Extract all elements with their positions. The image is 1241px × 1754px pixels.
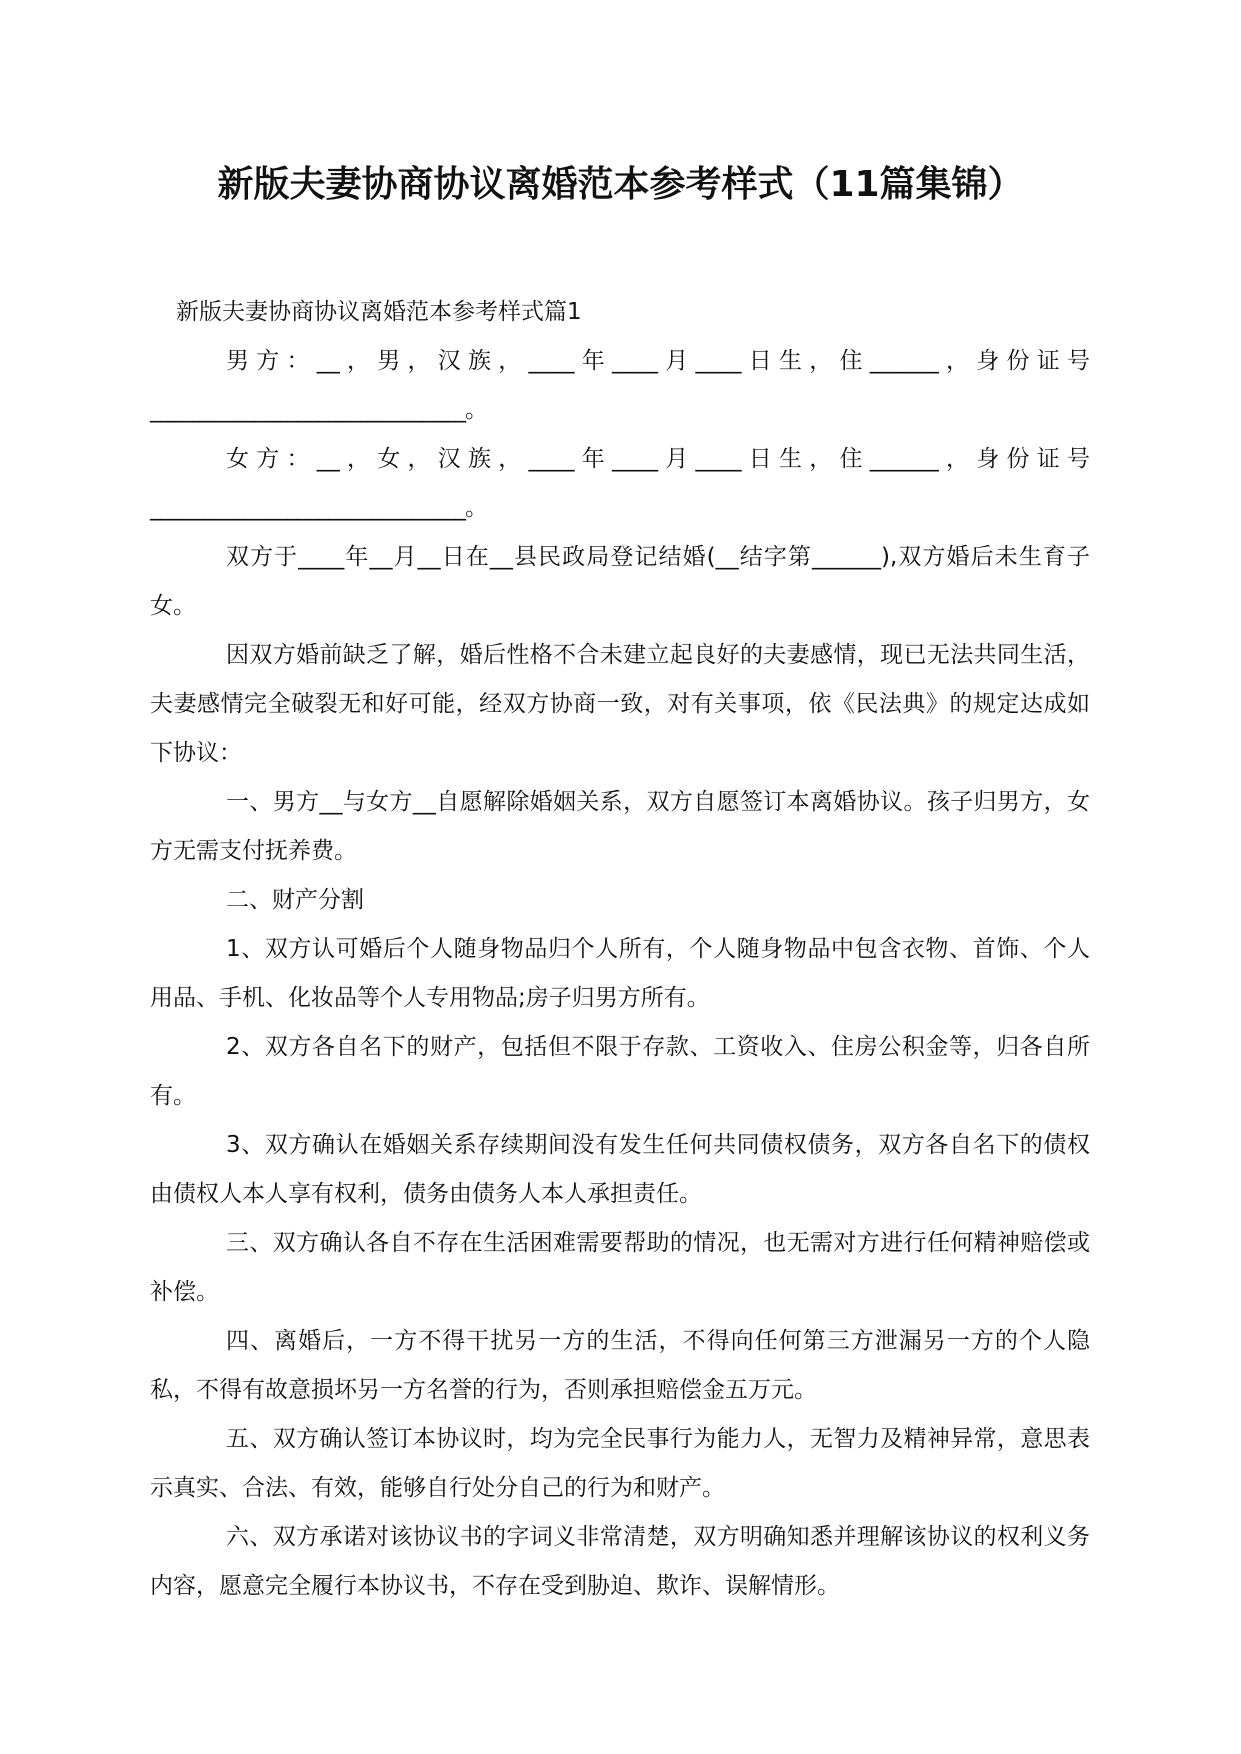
document-title: 新版夫妻协商协议离婚范本参考样式（11篇集锦） [217, 164, 1024, 205]
party-female-line: 女方：__，女，汉族，____年____月____日生，住______，身份证号 [226, 446, 1090, 472]
party-male-line: 男方：__，男，汉族，____年____月____日生，住______，身份证号 [226, 348, 1090, 374]
paragraph-marriage-registration: 双方于____年__月__日在__县民政局登记结婚(__结字第______),双方婚后未生育子女。 [150, 544, 1090, 619]
paragraph-reason: 因双方婚前缺乏了解，婚后性格不合未建立起良好的夫妻感情，现已无法共同生活，夫妻感情完全破裂无和好可能，经双方协商一致，对有关事项，依《民法典》的规定达成如下协议： [150, 642, 1090, 766]
party-male-id-blank: ______________________________。 [150, 397, 487, 423]
paragraph-clause-2-heading: 二、财产分割 [226, 887, 364, 913]
party-female-id-blank: ______________________________。 [150, 495, 487, 521]
paragraph-clause-5: 五、双方确认签订本协议时，均为完全民事行为能力人，无智力及精神异常，意思表示真实、合法、有效，能够自行处分自己的行为和财产。 [150, 1426, 1090, 1501]
paragraph-clause-4: 四、离婚后，一方不得干扰另一方的生活，不得向任何第三方泄漏另一方的个人隐私，不得有故意损坏另一方名誉的行为，否则承担赔偿金五万元。 [150, 1328, 1090, 1403]
paragraph-property-2: 2、双方各自名下的财产，包括但不限于存款、工资收入、住房公积金等，归各自所有。 [150, 1034, 1090, 1109]
paragraph-property-3: 3、双方确认在婚姻关系存续期间没有发生任何共同债权债务，双方各自名下的债权由债权人本人享有权利，债务由债务人本人承担责任。 [150, 1132, 1090, 1207]
section-heading: 新版夫妻协商协议离婚范本参考样式篇1 [176, 299, 582, 325]
paragraph-clause-1: 一、男方__与女方__自愿解除婚姻关系，双方自愿签订本离婚协议。孩子归男方，女方无需支付抚养费。 [150, 789, 1090, 864]
paragraph-property-1: 1、双方认可婚后个人随身物品归个人所有，个人随身物品中包含衣物、首饰、个人用品、手机、化妆品等个人专用物品;房子归男方所有。 [150, 936, 1090, 1011]
paragraph-clause-3: 三、双方确认各自不存在生活困难需要帮助的情况，也无需对方进行任何精神赔偿或补偿。 [150, 1230, 1090, 1305]
document-body [150, 288, 1090, 1611]
paragraph-clause-6: 六、双方承诺对该协议书的字词义非常清楚，双方明确知悉并理解该协议的权利义务内容，愿意完全履行本协议书，不存在受到胁迫、欺诈、误解情形。 [150, 1524, 1090, 1599]
